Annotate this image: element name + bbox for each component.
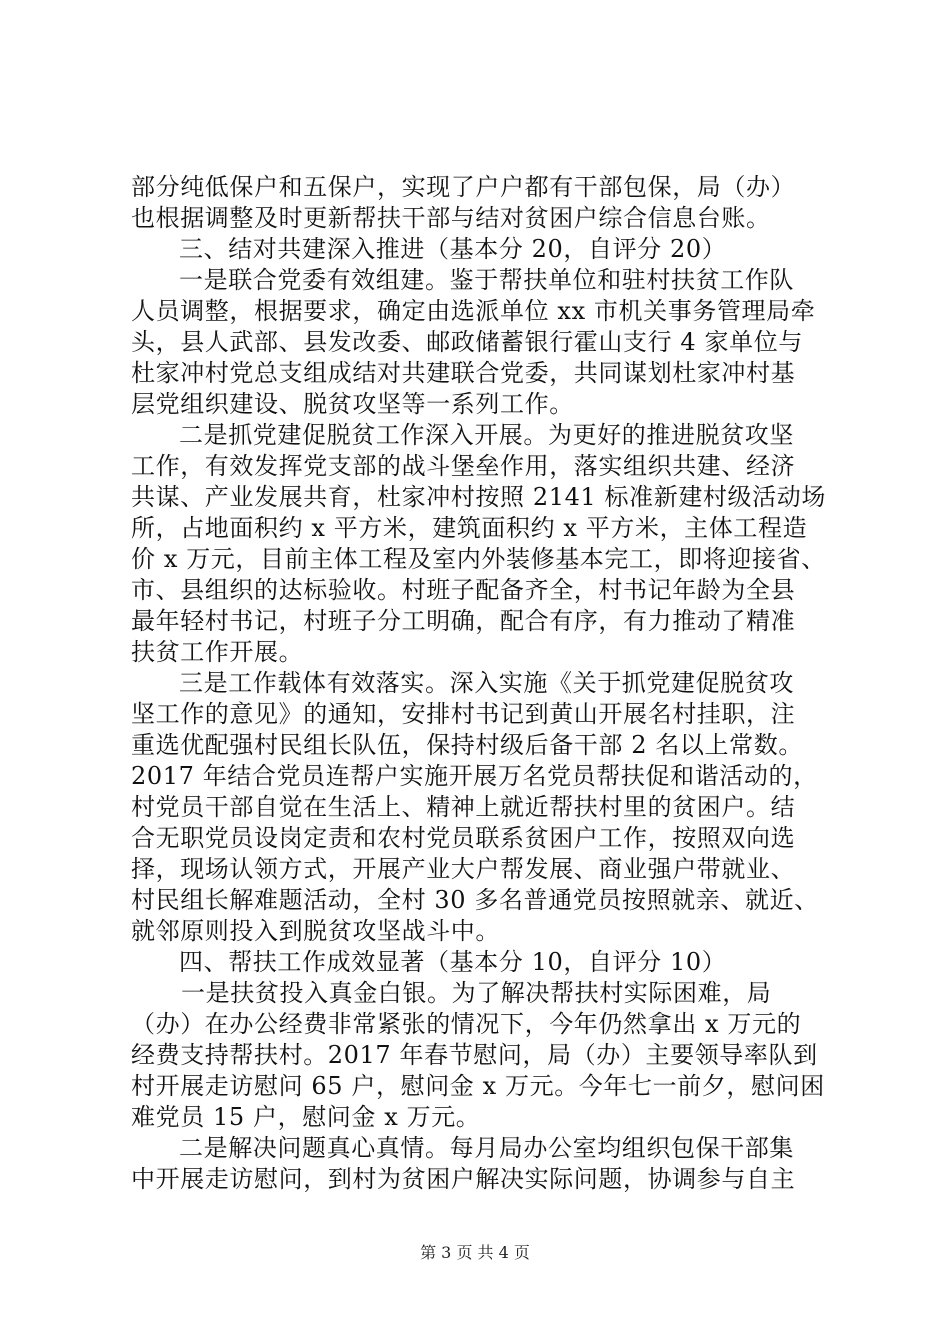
- text-line: 村开展走访慰问 65 户，慰问金 x 万元。今年七一前夕，慰问困: [131, 1072, 825, 1100]
- text-line: 二是解决问题真心真情。每月局办公室均组织包保干部集: [179, 1134, 794, 1162]
- text-line: （办）在办公经费非常紧张的情况下，今年仍然拿出 x 万元的: [131, 1010, 802, 1038]
- text-line: 就邻原则投入到脱贫攻坚战斗中。: [131, 917, 500, 945]
- text-line: 所，占地面积约 x 平方米，建筑面积约 x 平方米，主体工程造: [131, 514, 808, 542]
- text-line: 部分纯低保户和五保户，实现了户户都有干部包保，局（办）: [131, 173, 796, 201]
- text-line: 三是工作载体有效落实。深入实施《关于抓党建促脱贫攻: [179, 669, 794, 697]
- text-line: 市、县组织的达标验收。村班子配备齐全，村书记年龄为全县: [131, 576, 796, 604]
- text-line: 头，县人武部、县发改委、邮政储蓄银行霍山支行 4 家单位与: [131, 328, 803, 356]
- section-heading: 四、帮扶工作成效显著（基本分 10，自评分 10）: [179, 948, 727, 976]
- text-line: 村民组长解难题活动，全村 30 多名普通党员按照就亲、就近、: [131, 886, 819, 914]
- text-line: 难党员 15 户，慰问金 x 万元。: [131, 1103, 481, 1131]
- text-line: 扶贫工作开展。: [131, 638, 304, 666]
- text-line: 村党员干部自觉在生活上、精神上就近帮扶村里的贫困户。结: [131, 793, 796, 821]
- text-line: 价 x 万元，目前主体工程及室内外装修基本完工，即将迎接省、: [131, 545, 826, 573]
- text-line: 杜家冲村党总支组成结对共建联合党委，共同谋划杜家冲村基: [131, 359, 796, 387]
- text-line: 经费支持帮扶村。2017 年春节慰问，局（办）主要领导率队到: [131, 1041, 818, 1069]
- text-line: 也根据调整及时更新帮扶干部与结对贫困户综合信息台账。: [131, 204, 771, 232]
- text-line: 工作，有效发挥党支部的战斗堡垒作用，落实组织共建、经济: [131, 452, 796, 480]
- text-line: 层党组织建设、脱贫攻坚等一系列工作。: [131, 390, 574, 418]
- text-line: 合无职党员设岗定责和农村党员联系贫困户工作，按照双向选: [131, 824, 796, 852]
- section-heading: 三、结对共建深入推进（基本分 20，自评分 20）: [179, 235, 727, 263]
- text-line: 一是联合党委有效组建。鉴于帮扶单位和驻村扶贫工作队: [179, 266, 794, 294]
- text-line: 一是扶贫投入真金白银。为了解决帮扶村实际困难，局: [181, 979, 772, 1007]
- text-line: 人员调整，根据要求，确定由选派单位 xx 市机关事务管理局牵: [131, 297, 816, 325]
- text-line: 中开展走访慰问，到村为贫困户解决实际问题，协调参与自主: [131, 1165, 796, 1193]
- text-line: 2017 年结合党员连帮户实施开展万名党员帮扶促和谐活动的，: [131, 762, 818, 790]
- text-line: 二是抓党建促脱贫工作深入开展。为更好的推进脱贫攻坚: [179, 421, 794, 449]
- document-body: [131, 172, 831, 1195]
- text-line: 坚工作的意见》的通知，安排村书记到黄山开展名村挂职，注: [131, 700, 796, 728]
- text-line: 共谋、产业发展共育，杜家冲村按照 2141 标准新建村级活动场: [131, 483, 826, 511]
- text-line: 最年轻村书记，村班子分工明确，配合有序，有力推动了精准: [131, 607, 796, 635]
- text-line: 择，现场认领方式，开展产业大户帮发展、商业强户带就业、: [131, 855, 796, 883]
- page-number: 第 3 页 共 4 页: [420, 1243, 530, 1262]
- text-line: 重选优配强村民组长队伍，保持村级后备干部 2 名以上常数。: [131, 731, 803, 759]
